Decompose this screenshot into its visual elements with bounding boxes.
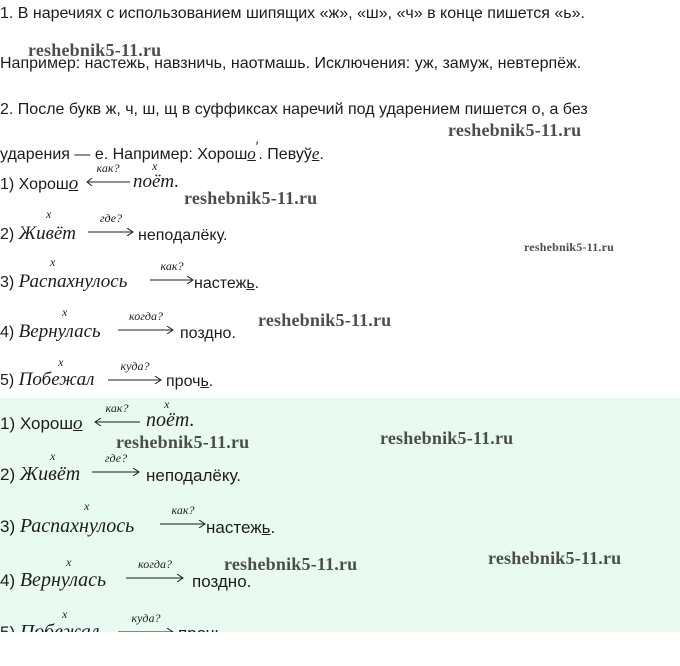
example-1: 1) Хорошо bbox=[0, 173, 79, 194]
cross-mark: x bbox=[152, 159, 158, 173]
watermark: reshebnik5-11.ru bbox=[28, 40, 162, 60]
example-3: 3) Распахнулось bbox=[0, 271, 128, 292]
answer-3-adverb: настежь. bbox=[206, 518, 276, 537]
answer-2-arrow: где? bbox=[92, 452, 140, 478]
cross-mark: x bbox=[58, 355, 64, 369]
example-4-adverb: поздно. bbox=[180, 325, 236, 342]
answer-1: 1) Хорошо bbox=[0, 413, 83, 434]
example-4-arrow: когда? bbox=[118, 310, 174, 336]
answer-4: 4) Вернулась bbox=[0, 569, 107, 591]
watermark: reshebnik5-11.ru bbox=[380, 428, 514, 448]
rule-2-line-1: 2. После букв ж, ч, ш, щ в суффиксах наречий под ударением пишется о, а без bbox=[0, 101, 588, 118]
example-1-arrow: как? bbox=[86, 162, 130, 188]
cross-mark: x bbox=[50, 255, 56, 269]
answer-5-arrow: куда? bbox=[118, 612, 174, 638]
cross-mark: x bbox=[66, 555, 72, 569]
watermark: reshebnik5-11.ru bbox=[184, 188, 318, 208]
answer-4-arrow: когда? bbox=[126, 558, 184, 584]
example-4: 4) Вернулась bbox=[0, 321, 101, 342]
cross-mark: x bbox=[84, 499, 90, 513]
watermark: reshebnik5-11.ru bbox=[524, 240, 614, 254]
answer-2-adverb: неподалёку. bbox=[146, 466, 242, 485]
watermark: reshebnik5-11.ru bbox=[224, 554, 358, 574]
rule-1-example: Например: настежь, навзничь, наотмашь. Исключения: уж, замуж, невтерпёж. bbox=[0, 55, 582, 72]
watermark: reshebnik5-11.ru bbox=[488, 548, 622, 568]
example-5-arrow: куда? bbox=[108, 360, 162, 386]
example-2-adverb: неподалёку. bbox=[138, 227, 228, 244]
example-2-arrow: где? bbox=[88, 212, 134, 238]
answer-1-arrow: как? bbox=[94, 402, 140, 428]
example-1-verb: поёт. bbox=[133, 171, 180, 192]
cross-mark: x bbox=[164, 397, 170, 411]
page-bottom bbox=[0, 632, 680, 666]
answer-3-arrow: как? bbox=[160, 504, 206, 530]
answer-2: 2) Живёт bbox=[0, 463, 81, 485]
answer-3: 3) Распахнулось bbox=[0, 515, 135, 537]
answer-1-verb: поёт. bbox=[146, 409, 195, 431]
example-3-arrow: как? bbox=[150, 260, 194, 286]
example-3-adverb: настежь. bbox=[194, 275, 260, 292]
cross-mark: x bbox=[46, 207, 52, 221]
cross-mark: x bbox=[50, 449, 56, 463]
watermark: reshebnik5-11.ru bbox=[258, 310, 392, 330]
cross-mark: x bbox=[62, 305, 68, 319]
watermark: reshebnik5-11.ru bbox=[448, 120, 582, 140]
example-5: 5) Побежал bbox=[0, 369, 95, 390]
example-2: 2) Живёт bbox=[0, 223, 76, 244]
watermark: reshebnik5-11.ru bbox=[116, 432, 250, 452]
example-5-adverb: прочь. bbox=[166, 373, 214, 390]
answer-4-adverb: поздно. bbox=[192, 572, 252, 591]
cross-mark: x bbox=[62, 607, 68, 621]
rule-2-line-2: ударения — е. Например: Хорошо′. Певуўе. bbox=[0, 138, 324, 163]
rule-1-text: 1. В наречиях с использованием шипящих «ж», «ш», «ч» в конце пишется «ь». bbox=[0, 5, 585, 22]
